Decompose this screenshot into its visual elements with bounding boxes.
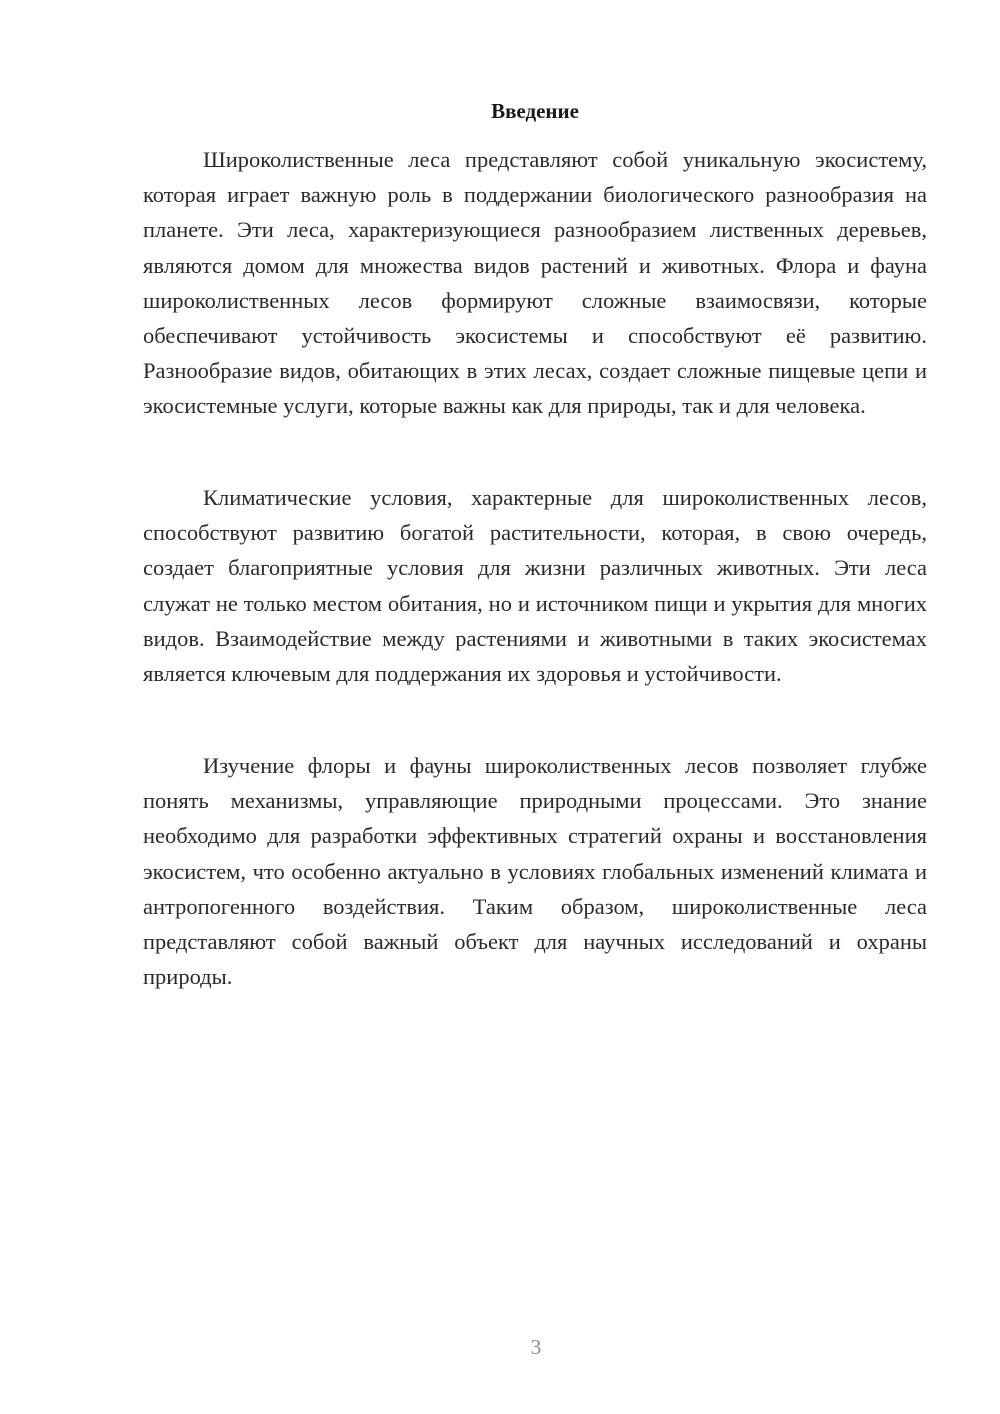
paragraph-1: Широколиственные леса представляют собой уникальную экосистему, которая играет важную роль в поддержании биологического разнообразия на планете. Эти леса, характеризующиеся разнообразием лиственных деревьев, являются домом для множества видов растений и животных. Флора и фауна широколиственных лесов формируют сложные взаимосвязи, которые обеспечивают устойчивость экосистемы и способствуют её развитию. Разнообразие видов, обитающих в этих лесах, создает сложные пищевые цепи и экосистемные услуги, которые важны как для природы, так и для человека.: [143, 147, 927, 419]
section-heading: Введение: [491, 99, 579, 123]
paragraph-3: Изучение флоры и фауны широколиственных лесов позволяет глубже понять механизмы, управляющие природными процессами. Это знание необходимо для разработки эффективных стратегий охраны и восстановления экосистем, что особенно актуально в условиях глобальных изменений климата и антропогенного воздействия. Таким образом, широколиственные леса представляют собой важный объект для научных исследований и охраны природы.: [143, 753, 927, 990]
page-number: 3: [530, 1335, 542, 1359]
paragraph-2: Климатические условия, характерные для широколиственных лесов, способствуют развитию богатой растительности, которая, в свою очередь, создает благоприятные условия для жизни различных животных. Эти леса служат не только местом обитания, но и источником пищи и укрытия для многих видов. Взаимодействие между растениями и животными в таких экосистемах является ключевым для поддержания их здоровья и устойчивости.: [143, 485, 927, 687]
